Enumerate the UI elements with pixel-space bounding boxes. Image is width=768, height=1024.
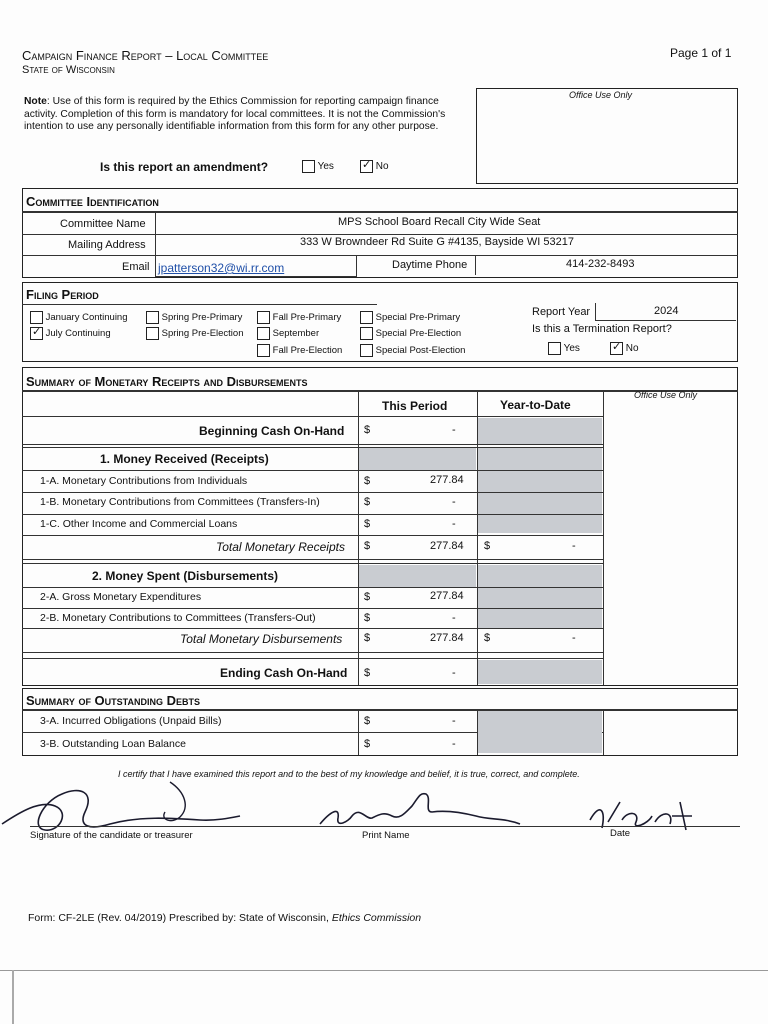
filing-fall-primary-label: Fall Pre-Primary	[272, 312, 342, 324]
daytime-phone-label: Daytime Phone	[392, 259, 468, 271]
date-label: Date	[610, 828, 631, 839]
row-3a-value[interactable]: -	[452, 715, 456, 727]
page-number: Page 1 of 1	[670, 46, 732, 60]
debts-heading: Summary of Outstanding Debts	[26, 693, 200, 708]
form-footer-text: Form: CF-2LE (Rev. 04/2019) Prescribed by: State of Wisconsin,	[28, 912, 332, 924]
row-2b-currency: $	[364, 612, 371, 624]
filing-july-checkbox[interactable]	[30, 327, 43, 340]
total-disbursements-value[interactable]: 277.84	[430, 632, 464, 644]
row-3b-currency: $	[364, 738, 371, 750]
report-year-label: Report Year	[532, 306, 591, 318]
report-year-value[interactable]: 2024	[654, 305, 679, 317]
filing-special-primary-label: Special Pre-Primary	[375, 312, 461, 324]
form-subtitle: State of Wisconsin	[22, 64, 115, 76]
amendment-no-label: No	[375, 161, 389, 173]
filing-period-heading: Filing Period	[26, 287, 99, 302]
filing-special-election[interactable]	[360, 327, 461, 340]
termination-no-checkbox[interactable]	[610, 342, 623, 355]
total-receipts-currency: $	[364, 540, 371, 552]
summary-office-use: Office Use Only	[634, 390, 698, 400]
row-1a-currency: $	[364, 475, 371, 487]
form-title: Campaign Finance Report – Local Committee	[22, 48, 269, 63]
row-1c-currency: $	[364, 518, 371, 530]
row-2a-value[interactable]: 277.84	[430, 590, 464, 602]
row-1c-label: 1-C. Other Income and Commercial Loans	[40, 518, 238, 530]
total-receipts-value[interactable]: 277.84	[430, 540, 464, 552]
row-2a-label: 2-A. Gross Monetary Expenditures	[40, 591, 202, 603]
beginning-cash-label: Beginning Cash On-Hand	[199, 424, 345, 438]
mailing-address-value[interactable]: 333 W Browndeer Rd Suite G #4135, Bayside WI 53217	[300, 236, 574, 248]
mailing-address-label: Mailing Address	[68, 239, 146, 251]
row-3a-label: 3-A. Incurred Obligations (Unpaid Bills)	[40, 715, 222, 727]
filing-jan-label: January Continuing	[45, 312, 128, 324]
ending-cash-label: Ending Cash On-Hand	[220, 666, 348, 680]
money-spent-heading: 2. Money Spent (Disbursements)	[92, 569, 279, 583]
office-use-box-top	[476, 88, 738, 184]
filing-july[interactable]	[30, 327, 111, 340]
termination-no-label: No	[625, 343, 639, 355]
filing-july-label: July Continuing	[45, 328, 111, 340]
filing-special-post-checkbox[interactable]	[360, 344, 373, 357]
committee-name-value[interactable]: MPS School Board Recall City Wide Seat	[338, 216, 541, 228]
filing-fall-election-label: Fall Pre-Election	[272, 345, 343, 357]
amendment-no[interactable]	[360, 160, 389, 173]
print-name-label: Print Name	[362, 830, 410, 841]
beginning-cash-currency: $	[364, 424, 371, 436]
termination-yes-label: Yes	[563, 343, 580, 355]
row-1a-label: 1-A. Monetary Contributions from Individuals	[40, 475, 248, 487]
certification-text: I certify that I have examined this report and to the best of my knowledge and belief, it is true, correct, and complete.	[118, 769, 580, 779]
filing-spring-primary-label: Spring Pre-Primary	[161, 312, 243, 324]
total-disbursements-ytd-value[interactable]: -	[572, 632, 576, 644]
filing-special-post[interactable]	[360, 344, 465, 357]
email-label: Email	[122, 261, 150, 273]
amendment-yes-label: Yes	[317, 161, 334, 173]
filing-special-election-checkbox[interactable]	[360, 327, 373, 340]
filing-spring-election-checkbox[interactable]	[146, 327, 159, 340]
filing-fall-election-checkbox[interactable]	[257, 344, 270, 357]
filing-special-primary-checkbox[interactable]	[360, 311, 373, 324]
row-1c-value[interactable]: -	[452, 518, 456, 530]
row-1b-currency: $	[364, 496, 371, 508]
total-receipts-ytd-currency: $	[484, 540, 491, 552]
amendment-question: Is this report an amendment?	[100, 160, 269, 174]
committee-heading: Committee Identification	[26, 194, 159, 209]
termination-yes[interactable]	[548, 342, 580, 355]
form-footer-agency: Ethics Commission	[331, 912, 422, 924]
amendment-yes-checkbox[interactable]	[302, 160, 315, 173]
total-receipts-label: Total Monetary Receipts	[216, 540, 345, 554]
amendment-yes[interactable]	[302, 160, 334, 173]
termination-question: Is this a Termination Report?	[532, 323, 672, 335]
total-disbursements-ytd-currency: $	[484, 632, 491, 644]
filing-jan-checkbox[interactable]	[30, 311, 43, 324]
filing-fall-primary[interactable]	[257, 311, 341, 324]
ending-cash-value[interactable]: -	[452, 667, 456, 679]
filing-spring-primary-checkbox[interactable]	[146, 311, 159, 324]
filing-special-election-label: Special Pre-Election	[375, 328, 462, 340]
note-body: : Use of this form is required by the Ethics Commission for reporting campaign finance activity. Completion of this form is mandatory for local committees. It is not the Commission's intention to use any personally identifiable information from this form for any other purpose.	[24, 96, 446, 132]
row-1a-value[interactable]: 277.84	[430, 474, 464, 486]
termination-no[interactable]	[610, 342, 639, 355]
col-year-to-date: Year-to-Date	[500, 398, 571, 412]
filing-september-label: September	[272, 328, 320, 340]
row-2a-currency: $	[364, 591, 371, 603]
row-3b-label: 3-B. Outstanding Loan Balance	[40, 738, 186, 750]
row-3a-currency: $	[364, 715, 371, 727]
summary-heading: Summary of Monetary Receipts and Disbursements	[26, 374, 308, 389]
filing-fall-primary-checkbox[interactable]	[257, 311, 270, 324]
daytime-phone-value[interactable]: 414-232-8493	[566, 258, 635, 270]
money-received-heading: 1. Money Received (Receipts)	[100, 452, 269, 466]
filing-special-post-label: Special Post-Election	[375, 345, 466, 357]
ending-cash-currency: $	[364, 667, 371, 679]
filing-september-checkbox[interactable]	[257, 327, 270, 340]
filing-september[interactable]	[257, 327, 319, 340]
total-disbursements-label: Total Monetary Disbursements	[180, 632, 343, 646]
col-this-period: This Period	[382, 399, 448, 413]
filing-fall-election[interactable]	[257, 344, 342, 357]
total-receipts-ytd-value[interactable]: -	[572, 540, 576, 552]
filing-spring-primary[interactable]	[146, 311, 242, 324]
row-2b-label: 2-B. Monetary Contributions to Committees (Transfers-Out)	[40, 612, 316, 624]
filing-spring-election-label: Spring Pre-Election	[161, 328, 244, 340]
office-use-label: Office Use Only	[569, 90, 633, 100]
total-disbursements-currency: $	[364, 632, 371, 644]
beginning-cash-value[interactable]: -	[452, 424, 456, 436]
filing-special-primary[interactable]	[360, 311, 460, 324]
filing-spring-election[interactable]	[146, 327, 244, 340]
row-1b-value[interactable]: -	[452, 496, 456, 508]
committee-name-label: Committee Name	[60, 218, 146, 230]
amendment-no-checkbox[interactable]	[360, 160, 373, 173]
note-text	[24, 96, 472, 134]
note-label: Note	[24, 96, 47, 107]
termination-yes-checkbox[interactable]	[548, 342, 561, 355]
row-2b-value[interactable]: -	[452, 612, 456, 624]
row-1b-label: 1-B. Monetary Contributions from Committees (Transfers-In)	[40, 496, 320, 508]
form-footer	[28, 912, 421, 924]
signature-label: Signature of the candidate or treasurer	[30, 830, 193, 841]
email-value[interactable]: jpatterson32@wi.rr.com	[158, 261, 285, 275]
row-3b-value[interactable]: -	[452, 738, 456, 750]
filing-jan[interactable]	[30, 311, 128, 324]
